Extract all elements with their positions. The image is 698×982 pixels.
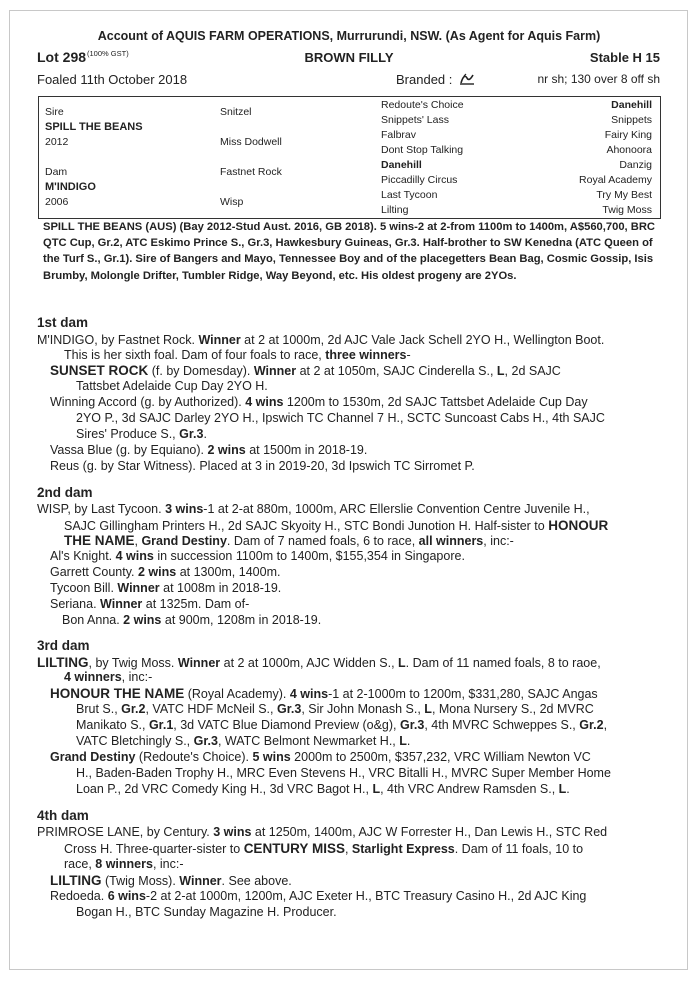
gst-note: (100% GST) [87, 49, 129, 58]
sire-name: SPILL THE BEANS [45, 121, 143, 133]
dam-3-line: LILTING, by Twig Moss. Winner at 2 at 1000m, AJC Widden S., L. Dam of 11 named foals, 8 to raoe, [37, 655, 601, 670]
progeny-entry: Loan P., 2d VRC Comedy King H., 3d VRC Bagot H., L, 4th VRC Andrew Ramsden S., L. [76, 782, 570, 796]
dam-1-line: M'INDIGO, by Fastnet Rock. Winner at 2 at 1000m, 2d AJC Vale Jack Schell 2YO H., Wellington Boot. [37, 333, 605, 347]
progeny-entry: Sires' Produce S., Gr.3. [76, 427, 207, 441]
pedigree-table [38, 96, 661, 219]
progeny-entry: Garrett County. 2 wins at 1300m, 1400m. [50, 565, 281, 579]
dam-1-line: This is her sixth foal. Dam of four foals to race, three winners- [64, 348, 411, 362]
vendor-line: Account of AQUIS FARM OPERATIONS, Murrurundi, NSW. (As Agent for Aquis Farm) [97, 29, 601, 43]
horse-sex-colour: BROWN FILLY [304, 50, 394, 65]
dam-2-line: THE NAME, Grand Destiny. Dam of 7 named foals, 6 to race, all winners, inc:- [64, 533, 514, 548]
progeny-entry: Redoeda. 6 wins-2 at 2-at 1000m, 1200m, AJC Exeter H., BTC Treasury Casino H., 2d AJC King [50, 889, 587, 903]
dam-2-line: SAJC Gillingham Printers H., 2d SAJC Skyoity H., STC Bondi Junotion H. Half-sister to HONOUR [64, 518, 609, 533]
dam-label: Dam [45, 166, 68, 178]
dam-heading-3: 3rd dam [37, 638, 90, 653]
pedigree-g3: Danehill [381, 159, 422, 171]
pedigree-g3: Lilting [381, 204, 409, 216]
progeny-entry: Tattsbet Adelaide Cup Day 2YO H. [76, 379, 268, 393]
lot-label: Lot 298 [37, 49, 87, 65]
pedigree-g3: Piccadilly Circus [381, 174, 458, 186]
dam-year: 2006 [45, 196, 69, 208]
dam-dam: Wisp [220, 196, 244, 208]
progeny-entry: Bon Anna. 2 wins at 900m, 1208m in 2018-19. [62, 613, 322, 627]
progeny-entry: Winning Accord (g. by Authorized). 4 wins 1200m to 1530m, 2d SAJC Tattsbet Adelaide Cup Day [50, 395, 588, 409]
dam-heading-2: 2nd dam [37, 485, 93, 500]
progeny-entry: H., Baden-Baden Trophy H., MRC Even Stevens H., VRC Bitalli H., MVRC Super Member Home [76, 766, 611, 780]
progeny-entry: 2YO P., 3d SAJC Darley 2YO H., Ipswich TC Channel 7 H., SCTC Suncoast Cabs H., 4th SAJC [76, 411, 605, 425]
pedigree-g3: Falbrav [381, 129, 417, 141]
progeny-entry: Tycoon Bill. Winner at 1008m in 2018-19. [50, 581, 282, 595]
pedigree-g3: Snippets' Lass [381, 114, 449, 126]
dam-name: M'INDIGO [45, 181, 96, 193]
progeny-entry: Seriana. Winner at 1325m. Dam of- [50, 597, 250, 611]
progeny-entry: Grand Destiny (Redoute's Choice). 5 wins 2000m to 2500m, $357,232, VRC William Newton VC [50, 750, 591, 764]
progeny-entry: LILTING (Twig Moss). Winner. See above. [50, 873, 292, 888]
brand-mark-icon [458, 72, 476, 89]
branded-label: Branded : [396, 72, 453, 87]
progeny-entry: Bogan H., BTC Sunday Magazine H. Producer. [76, 905, 337, 919]
progeny-entry: SUNSET ROCK (f. by Domesday). Winner at 2 at 1050m, SAJC Cinderella S., L, 2d SAJC [50, 363, 561, 378]
progeny-entry: Al's Knight. 4 wins in succession 1100m to 1400m, $155,354 in Singapore. [50, 549, 465, 563]
sire-dam: Miss Dodwell [220, 136, 282, 148]
sire-summary: SPILL THE BEANS (AUS) (Bay 2012-Stud Aust. 2016, GB 2018). 5 wins-2 at 2-from 1100m to 1400m, A$560,700, BRC QTC Cup, Gr.2, ATC Eskimo Prince S., Gr.3, Hawkesbury Guineas, Gr.3. Half-brother to SW Kenedna (ATC Queen of the Turf S., Gr.1). Sire of Bangers and Mayo, Tennessee Boy and of the placegetters Bean Bag, Cosmic Gossip, Isis Brumby, Molongle Drifter, Tumbler Ridge, Way Beyond, etc. His oldest progeny are 2YOs. [43, 221, 656, 282]
pedigree-g3: Dont Stop Talking [381, 144, 464, 156]
dam-4-line: Cross H. Three-quarter-sister to CENTURY MISS, Starlight Express. Dam of 11 foals, 10 to [64, 841, 584, 856]
sire-label: Sire [45, 106, 64, 118]
dam-4-line: PRIMROSE LANE, by Century. 3 wins at 1250m, 1400m, AJC W Forrester H., Dan Lewis H., STC Red [37, 825, 608, 839]
progeny-entry: Brut S., Gr.2, VATC HDF McNeil S., Gr.3, Sir John Monash S., L, Mona Nursery S., 2d MVRC [76, 702, 594, 716]
sire-sire: Snitzel [220, 106, 252, 118]
dam-3-line: 4 winners, inc:- [64, 670, 153, 684]
sire-year: 2012 [45, 136, 69, 148]
pedigree-g4: Try My Best [596, 189, 652, 201]
pedigree-g4: Danehill [611, 99, 652, 111]
progeny-entry: Manikato S., Gr.1, 3d VATC Blue Diamond Preview (o&g), Gr.3, 4th MVRC Schweppes S., Gr.2, [76, 718, 608, 732]
pedigree-g3: Last Tycoon [381, 189, 438, 201]
progeny-entry: HONOUR THE NAME (Royal Academy). 4 wins-1 at 2-1000m to 1200m, $331,280, SAJC Angas [50, 686, 598, 701]
stable-location: Stable H 15 [589, 50, 660, 65]
foaled-date: Foaled 11th October 2018 [37, 72, 188, 87]
branded-row [396, 72, 476, 89]
dam-heading-4: 4th dam [37, 808, 89, 823]
pedigree-g4: Snippets [611, 114, 652, 126]
pedigree-g4: Twig Moss [602, 204, 652, 216]
brand-remarks: nr sh; 130 over 8 off sh [537, 72, 660, 86]
dam-heading-1: 1st dam [37, 315, 89, 330]
pedigree-g4: Royal Academy [579, 174, 652, 186]
pedigree-g4: Fairy King [604, 129, 652, 141]
pedigree-g4: Danzig [619, 159, 652, 171]
dam-sire: Fastnet Rock [220, 166, 282, 178]
progeny-entry: Vassa Blue (g. by Equiano). 2 wins at 1500m in 2018-19. [50, 443, 368, 457]
pedigree-g3: Redoute's Choice [381, 99, 464, 111]
dam-2-line: WISP, by Last Tycoon. 3 wins-1 at 2-at 880m, 1000m, ARC Ellerslie Convention Centre Juvenile H., [37, 502, 590, 516]
dam-4-line: race, 8 winners, inc:- [64, 857, 184, 871]
progeny-entry: VATC Bletchingly S., Gr.3, WATC Belmont Newmarket H., L. [76, 734, 411, 748]
progeny-entry: Reus (g. by Star Witness). Placed at 3 in 2019-20, 3d Ipswich TC Sirromet P. [50, 459, 475, 473]
pedigree-g4: Ahonoora [606, 144, 652, 156]
